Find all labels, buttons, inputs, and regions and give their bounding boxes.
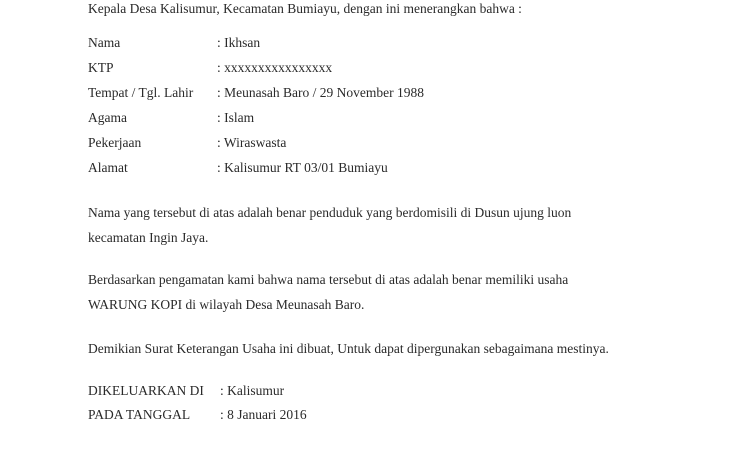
issued-place-value: : Kalisumur [220,383,285,398]
field-value-ttl: : Meunasah Baro / 29 November 1988 [217,85,424,100]
issued-date-value: : 8 Januari 2016 [220,407,307,422]
field-value-ktp: : xxxxxxxxxxxxxxxx [217,60,333,75]
field-value-pekerjaan: : Wiraswasta [217,135,287,150]
field-value-alamat: : Kalisumur RT 03/01 Bumiayu [217,160,388,175]
issued-date-label: PADA TANGGAL [88,407,191,422]
field-label-ktp: KTP [88,60,114,75]
field-label-pekerjaan: Pekerjaan [88,135,142,150]
issued-place-label: DIKELUARKAN DI [88,383,204,398]
paragraph-business-line2: WARUNG KOPI di wilayah Desa Meunasah Baro. [88,297,365,312]
paragraph-business-line1: Berdasarkan pengamatan kami bahwa nama tersebut di atas adalah benar memiliki usaha [88,272,569,287]
field-label-alamat: Alamat [88,160,128,175]
field-value-nama: : Ikhsan [217,35,261,50]
intro-line: Kepala Desa Kalisumur, Kecamatan Bumiayu, dengan ini menerangkan bahwa : [88,1,522,16]
field-label-ttl: Tempat / Tgl. Lahir [88,85,194,100]
paragraph-domicile-line1: Nama yang tersebut di atas adalah benar penduduk yang berdomisili di Dusun ujung luon [88,205,572,220]
paragraph-domicile-line2: kecamatan Ingin Jaya. [88,230,209,245]
paragraph-closing: Demikian Surat Keterangan Usaha ini dibuat, Untuk dapat dipergunakan sebagaimana mestinya. [88,341,609,356]
field-label-nama: Nama [88,35,121,50]
field-value-agama: : Islam [217,110,255,125]
field-label-agama: Agama [88,110,127,125]
